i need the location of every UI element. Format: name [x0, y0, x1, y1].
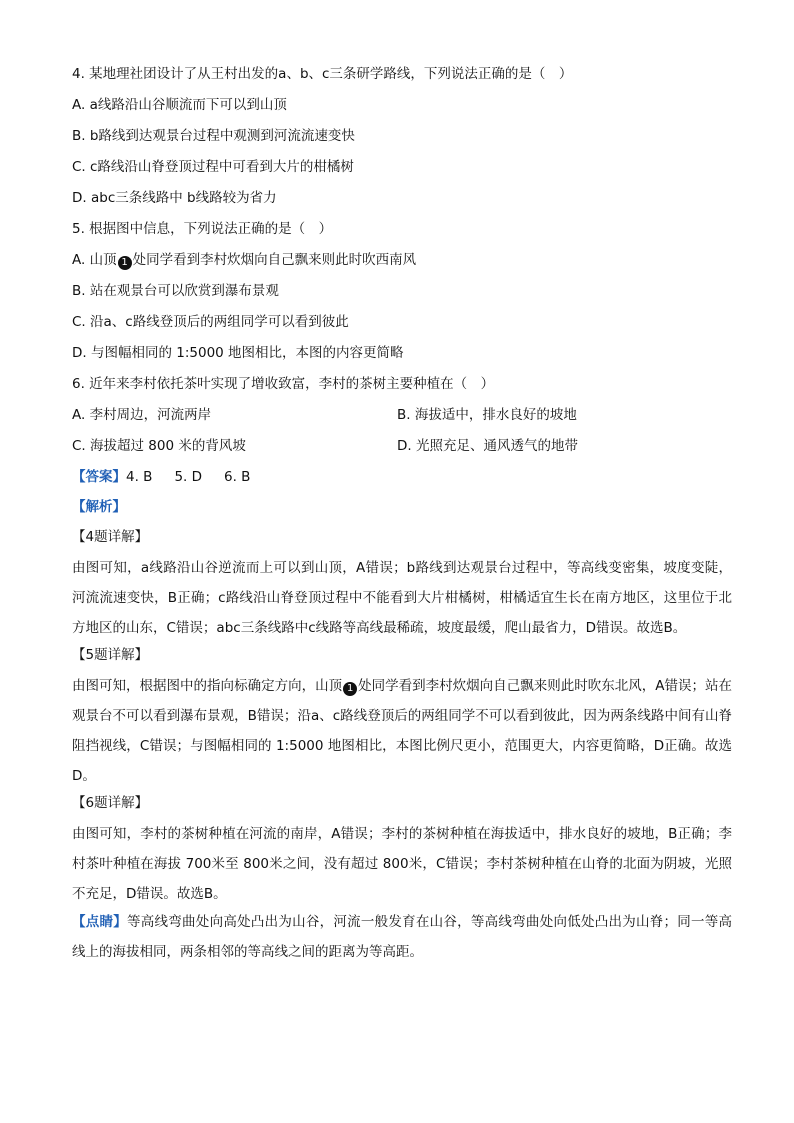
content — [72, 64, 732, 969]
option-a: A. a线路沿山谷顺流而下可以到山顶 — [72, 97, 287, 113]
detail-4-text: 由图可知，a线路沿山谷逆流而上可以到山顶，A错误；b路线到达观景台过程中，等高线变密集，坡度变陡，河流流速变快，B正确；c路线沿山脊登顶过程中不能看到大片柑橘树，柑橘适宜生长在南方地区，这里位于北方地区的山东，C错误；abc三条线路中c线路等高线最稀疏，坡度最缓，爬山最省力，D错误。故选B。 — [72, 560, 732, 636]
detail-5-pre: 由图可知，根据图中的指向标确定方向，山顶 — [72, 678, 343, 694]
detail-5-title: 【5题详解】 — [72, 647, 149, 663]
answer-line — [72, 467, 732, 487]
option-b: B. 站在观景台可以欣赏到瀑布景观 — [72, 283, 279, 299]
detail-6-title: 【6题详解】 — [72, 795, 149, 811]
option-d: D. 光照充足、通风透气的地带 — [397, 438, 578, 454]
options-row — [72, 405, 732, 425]
option-a-post: 处同学看到李村炊烟向自己飘来则此时吹西南风 — [132, 252, 417, 268]
detail-5-post: 处同学看到李村炊烟向自己飘来则此时吹东北风，A错误；站在观景台不可以看到瀑布景观，B错误；沿a、c路线登顶后的两组同学不可以看到彼此，因为两条线路中间有山脊阻挡视线，C错误；与图幅相同的 1:5000 地图相比，本图比例尺更小，范围更大，内容更简略，D正确。故选D。 — [72, 678, 733, 784]
question-stem: 6. 近年来李村依托茶叶实现了增收致富，李村的茶树主要种植在（ ） — [72, 376, 495, 392]
option-a — [72, 250, 732, 270]
question-stem: 4. 某地理社团设计了从王村出发的a、b、c三条研学路线，下列说法正确的是（ ） — [72, 66, 573, 82]
option-a: A. 李村周边，河流两岸 — [72, 407, 212, 423]
answer-label: 【答案】 — [72, 469, 126, 485]
option-b: B. b路线到达观景台过程中观测到河流流速变快 — [72, 128, 355, 144]
option-c: C. 沿a、c路线登顶后的两组同学可以看到彼此 — [72, 314, 349, 330]
option-c: C. 海拔超过 800 米的背风坡 — [72, 438, 246, 454]
answer-item: 4. B — [126, 469, 153, 485]
tip-paragraph — [72, 907, 732, 967]
question-5 — [72, 219, 732, 363]
option-c: C. c路线沿山脊登顶过程中可看到大片的柑橘树 — [72, 159, 354, 175]
detail-6-text: 由图可知，李村的茶树种植在河流的南岸，A错误；李村的茶树种植在海拔适中，排水良好的坡地，B正确；李村茶叶种植在海拔 700米至 800米之间，没有超过 800米，C错误；李村茶树种植在山脊的北面为阴坡，光照不充足，D错误。故选B。 — [72, 826, 732, 902]
question-4 — [72, 64, 732, 208]
circled-number: 1 — [118, 256, 132, 270]
detail-5-text — [72, 671, 732, 791]
option-d: D. abc三条线路中 b线路较为省力 — [72, 190, 277, 206]
option-b: B. 海拔适中，排水良好的坡地 — [397, 407, 577, 423]
analysis-heading — [72, 497, 732, 517]
question-stem: 5. 根据图中信息，下列说法正确的是（ ） — [72, 221, 333, 237]
option-a-pre: A. 山顶 — [72, 252, 117, 268]
option-d: D. 与图幅相同的 1:5000 地图相比，本图的内容更简略 — [72, 345, 404, 361]
detail-4-title: 【4题详解】 — [72, 529, 149, 545]
answer-item: 5. D — [174, 469, 203, 485]
circled-number: 1 — [343, 682, 357, 696]
question-6 — [72, 374, 732, 456]
answer-item: 6. B — [224, 469, 251, 485]
tip-text: 等高线弯曲处向高处凸出为山谷，河流一般发育在山谷，等高线弯曲处向低处凸出为山脊；同一等高线上的海拔相同，两条相邻的等高线之间的距离为等高距。 — [72, 914, 733, 960]
options-row — [72, 436, 732, 456]
tip-label: 【点睛】 — [72, 914, 128, 930]
analysis-label: 【解析】 — [72, 499, 126, 515]
